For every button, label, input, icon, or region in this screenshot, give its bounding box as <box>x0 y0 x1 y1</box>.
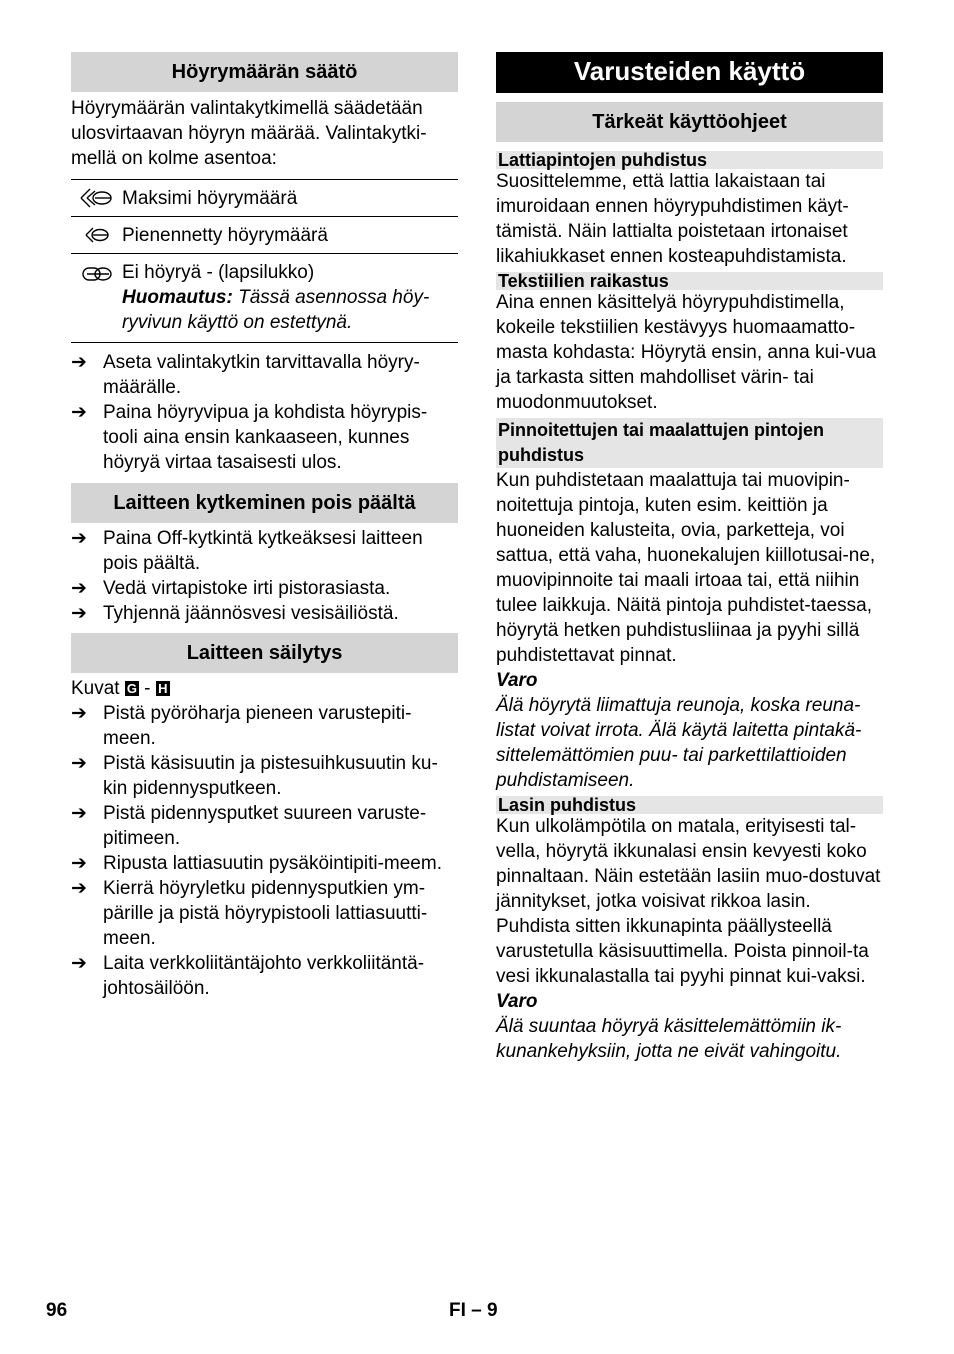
glass-text-1: Kun ulkolämpötila on matala, erityisesti tal-vella, höyrytä ikkunalasi ensin kevyesti koko pinnaltaan. Näin estetään lasiin muo-dostuvat jännitykset, jotka voisivat rikkoa lasin. <box>496 816 881 912</box>
glass-text-2: Puhdista sitten ikkunapinta päällysteellä varustetulla käsisuuttimella. Poista pinnoil-ta vesi ikkunalastalla tai pyyhi pinnat kui-vaksi. <box>496 916 869 987</box>
page-number: 96 <box>46 1300 68 1321</box>
reduced-steam-label: Pienennetty höyrymäärä <box>122 224 328 246</box>
arrow-right-icon: ➔ <box>71 853 87 874</box>
note-label: Huomautus: <box>122 287 233 308</box>
list-item: ➔ Pistä pyöröharja pieneen varustepiti-meen. <box>71 703 412 749</box>
no-steam-note <box>122 285 458 335</box>
no-steam-label: Ei höyryä - (lapsilukko) <box>122 262 315 283</box>
heading-important: Tärkeät käyttöohjeet <box>496 102 883 142</box>
caution-text: Älä suuntaa höyryä käsittelemättömiin ik-kunankehyksiin, jotta ne eivät vahingoitu. <box>496 1016 842 1062</box>
list-item: ➔ Aseta valintakytkin tarvittavalla höyry-määrälle. <box>71 352 420 398</box>
no-steam-text <box>122 260 458 335</box>
caution-label: Varo <box>496 991 538 1012</box>
arrow-right-icon: ➔ <box>71 402 87 423</box>
list-item: ➔ Vedä virtapistoke irti pistorasiasta. <box>71 578 391 599</box>
heading-switch-off: Laitteen kytkeminen pois päältä <box>71 483 458 523</box>
steam-control-intro: Höyrymäärän valintakytkimellä säädetään ulosvirtaavan höyryn määrää. Valintakytki-mellä on kolme asentoa: <box>71 98 427 169</box>
row-reduced-steam <box>71 216 458 253</box>
subheading-coated: Pinnoitettujen tai maalattujen pintojen puhdistus <box>496 418 883 468</box>
heading-steam-control: Höyrymäärän säätö <box>71 52 458 92</box>
list-item: ➔ Paina Off-kytkintä kytkeäksesi laitteen pois päältä. <box>71 528 423 574</box>
heading-storage: Laitteen säilytys <box>71 633 458 673</box>
list-item: ➔ Paina höyryvipua ja kohdista höyrypis-tooli aina ensin kankaaseen, kunnes höyryä virtaa tasaisesti ulos. <box>71 402 428 473</box>
arrow-right-icon: ➔ <box>71 753 87 774</box>
arrow-right-icon: ➔ <box>71 603 87 624</box>
list-item: ➔ Pistä käsisuutin ja pistesuihkusuutin ku-kin pidennysputkeen. <box>71 753 438 799</box>
right-column <box>496 52 883 1064</box>
steam-reduced-icon <box>71 224 122 246</box>
storage-steps-list <box>71 701 458 1001</box>
list-item: ➔ Ripusta lattiasuutin pysäköintipiti-meem. <box>71 853 442 874</box>
floor-text: Suosittelemme, että lattia lakaistaan tai imuroidaan ennen höyrypuhdistimen käyt-tämistä. Näin lattialta poistetaan irtonaiset likahiukkaset ennen kosteapuhdistamista. <box>496 171 849 267</box>
max-steam-label: Maksimi höyrymäärä <box>122 187 298 209</box>
steam-off-icon <box>71 260 122 335</box>
list-item: ➔ Pistä pidennysputket suureen varuste-pitimeen. <box>71 803 427 849</box>
subheading-textile: Tekstiilien raikastus <box>496 272 883 290</box>
figures-reference: Kuvat G - H <box>71 676 458 701</box>
arrow-right-icon: ➔ <box>71 352 87 373</box>
arrow-right-icon: ➔ <box>71 528 87 549</box>
subheading-floor: Lattiapintojen puhdistus <box>496 151 883 169</box>
row-no-steam <box>71 253 458 342</box>
arrow-right-icon: ➔ <box>71 878 87 899</box>
steam-steps-list <box>71 350 458 475</box>
figure-label-h: H <box>156 681 170 696</box>
language-page-label: FI – 9 <box>449 1300 498 1321</box>
subheading-glass: Lasin puhdistus <box>496 796 883 814</box>
steam-setting-table <box>71 179 458 343</box>
textile-text: Aina ennen käsittelyä höyrypuhdistimella, kokeile tekstiilien kestävyys huomaamatto-masta kohdasta: Höyrytä ensin, anna kui-vua ja tarkasta sitten mahdolliset värin- tai muodonmuutokset. <box>496 292 877 413</box>
row-max-steam <box>71 179 458 216</box>
caution-label: Varo <box>496 670 538 691</box>
note-text: Tässä asennossa höy-ryvivun käyttö on estettynä. <box>122 287 430 333</box>
list-item: ➔ Laita verkkoliitäntäjohto verkkoliitäntä-johtosäilöön. <box>71 953 425 999</box>
arrow-right-icon: ➔ <box>71 803 87 824</box>
list-item: ➔ Tyhjennä jäännösvesi vesisäiliöstä. <box>71 603 399 624</box>
arrow-right-icon: ➔ <box>71 578 87 599</box>
left-column <box>71 52 458 1001</box>
caution-text: Älä höyrytä liimattuja reunoja, koska reuna-listat voivat irrota. Älä käytä laitetta pintakä-sittelemättömien puu- tai parkettilattioiden puhdistamiseen. <box>496 695 862 791</box>
arrow-right-icon: ➔ <box>71 953 87 974</box>
figure-label-g: G <box>126 681 137 696</box>
arrow-right-icon: ➔ <box>71 703 87 724</box>
steam-max-icon <box>71 185 122 211</box>
off-steps-list <box>71 526 458 626</box>
coated-text: Kun puhdistetaan maalattuja tai muovipin-noitettuja pintoja, kuten esim. keittiön ja huoneiden kalusteita, ovia, parketteja, voi sattua, että vaha, huonekalujen kiillotusai-ne, muovipinnoite tai maali irtoaa tai, että niihin tulee laikkuja. Näitä pintoja puhdistet-taessa, höyrytä hetken puhdistusliinaa ja pyyhi sillä puhdistettavat pinnat. <box>496 470 876 666</box>
page-title: Varusteiden käyttö <box>496 52 883 93</box>
list-item: ➔ Kierrä höyryletku pidennysputkien ym-pärille ja pistä höyrypistooli lattiasuutti-meen. <box>71 878 428 949</box>
